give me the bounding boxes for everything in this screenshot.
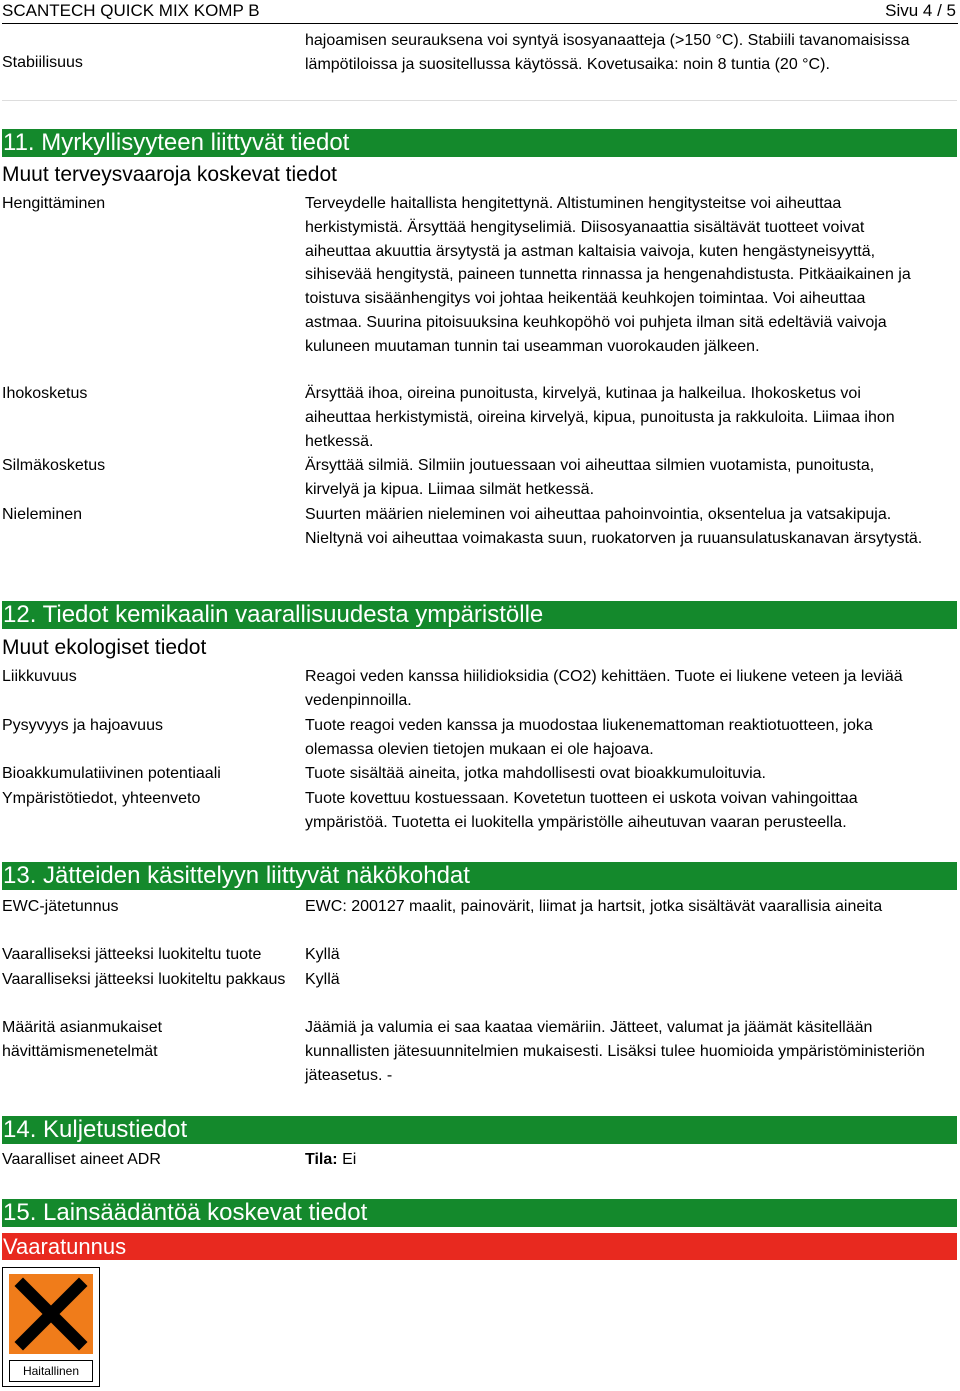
row-value-adr [305, 1148, 925, 1172]
row-value-bioaccumulation: Tuote sisältää aineita, jotka mahdollisesti ovat bioakkumuloituvia. [305, 765, 766, 782]
row-label-adr: Vaaralliset aineet ADR [2, 1151, 161, 1168]
row-value-environment-summary: Tuote kovettuu kostuessaan. Kovetetun tuotteen ei uskota voivan vahingoittaa ympäristöä. Tuotetta ei luokitella ympäristölle aiheutuvan vaaran perusteella. [305, 790, 858, 831]
row-value-mobility: Reagoi veden kanssa hiilidioksidia (CO2) kehittäen. Tuote ei liukene veteen ja leviää vedenpinnoilla. [305, 668, 903, 709]
stability-label: Stabiilisuus [2, 54, 83, 71]
row-label-bioaccumulation: Bioakkumulatiivinen potentiaali [2, 765, 221, 782]
row-value-inhalation: Terveydelle haitallista hengitettynä. Altistuminen hengitysteitse voi aiheuttaa herkistymistä. Ärsyttää hengityselimiä. Diisosyanaattia sisältävät tuotteet voivat aiheuttaa akuuttia ärsytystä ja astman kaltaisia vaivoja, kuten hengästyneisyyttä, sihisevää hengitystä, paineen tunnetta rinnassa ja hengenahdistusta. Pitkäaikainen ja toistuva sisäänhengitys voi johtaa heikentää keuhkojen toimintaa. Voi aiheuttaa astmaa. Suurina pitoisuuksina keuhkopöhö voi puhjeta ilman sitä edeltäviä vaivoja kuluneen muutaman tunnin tai useamman vuorokauden jälkeen. [305, 195, 911, 355]
row-label-skin: Ihokosketus [2, 385, 88, 402]
row-label-disposal: Määritä asianmukaiset hävittämismenetelmät [2, 1019, 163, 1060]
document-title: SCANTECH QUICK MIX KOMP B [2, 1, 260, 20]
stability-text: hajoamisen seurauksena voi syntyä isosyanaatteja (>150 °C). Stabiili tavanomaisissa lämpötiloissa ja suositellussa käytössä. Kovetusaika: noin 8 tuntia (20 °C). [305, 32, 910, 73]
section-12-subtitle: Muut ekologiset tiedot [2, 636, 207, 659]
section-14-title: 14. Kuljetustiedot [2, 1116, 957, 1144]
row-label-inhalation: Hengittäminen [2, 195, 106, 212]
hazard-symbol [2, 1267, 100, 1387]
row-value-hazardous-product: Kyllä [305, 946, 340, 963]
row-value-hazardous-packaging: Kyllä [305, 971, 340, 988]
row-value-eyes: Ärsyttää silmiä. Silmiin joutuessaan voi aiheuttaa silmien vuotamista, punoitusta, kirvelyä ja kipua. Liimaa silmät hetkessä. [305, 457, 875, 498]
row-value-ingestion: Suurten määrien nieleminen voi aiheuttaa pahoinvointia, oksentelua ja vatsakipuja. Nieltynä voi aiheuttaa voimakasta suun, ruokatorven ja ruuansulatuskanavan ärsytystä. [305, 506, 923, 547]
section-13-title: 13. Jätteiden käsittelyyn liittyvät näkökohdat [2, 862, 957, 890]
hazard-symbol-caption: Haitallinen [9, 1360, 93, 1382]
row-value-disposal: Jäämiä ja valumia ei saa kaataa viemäriin. Jätteet, valumat ja jäämät käsitellään kunnallisten jätesuunnitelmien mukaisesti. Lisäksi tulee huomioida ympäristöministeriön jäteasetus. - [305, 1019, 925, 1084]
page-header [2, 0, 958, 24]
page-number: Sivu 4 / 5 [885, 1, 956, 20]
section-12-title: 12. Tiedot kemikaalin vaarallisuudesta ympäristölle [2, 601, 957, 629]
row-label-ewc: EWC-jätetunnus [2, 898, 119, 915]
section-15-title: 15. Lainsäädäntöä koskevat tiedot [2, 1199, 957, 1227]
row-value-skin: Ärsyttää ihoa, oireina punoitusta, kirvelyä, kutinaa ja halkeilua. Ihokosketus voi aiheuttaa herkistymistä, oireina kirvelyä, kipua, punoitusta ja rakkuloita. Liimaa ihon hetkessä. [305, 385, 895, 450]
adr-state-value: Ei [342, 1151, 357, 1168]
row-label-hazardous-packaging: Vaaralliseksi jätteeksi luokiteltu pakkaus [2, 971, 286, 988]
adr-state-label: Tila: [305, 1151, 338, 1168]
row-value-persistence: Tuote reagoi veden kanssa ja muodostaa liukenemattoman reaktiotuotteen, joka olemassa olevien tietojen mukaan ei ole hajoava. [305, 717, 873, 758]
row-label-ingestion: Nieleminen [2, 506, 83, 523]
section-11-subtitle: Muut terveysvaaroja koskevat tiedot [2, 163, 337, 186]
row-label-environment-summary: Ympäristötiedot, yhteenveto [2, 790, 201, 807]
row-label-persistence: Pysyvyys ja hajoavuus [2, 717, 163, 734]
hazard-symbol-heading: Vaaratunnus [2, 1233, 957, 1260]
row-label-eyes: Silmäkosketus [2, 457, 106, 474]
row-label-mobility: Liikkuvuus [2, 668, 77, 685]
row-value-ewc: EWC: 200127 maalit, painovärit, liimat ja hartsit, jotka sisältävät vaarallisia aineita [305, 898, 883, 915]
row-label-hazardous-product: Vaaralliseksi jätteeksi luokiteltu tuote [2, 946, 262, 963]
stability-row [2, 27, 957, 101]
section-11-title: 11. Myrkyllisyyteen liittyvät tiedot [2, 129, 957, 157]
harmful-x-icon [9, 1274, 93, 1354]
